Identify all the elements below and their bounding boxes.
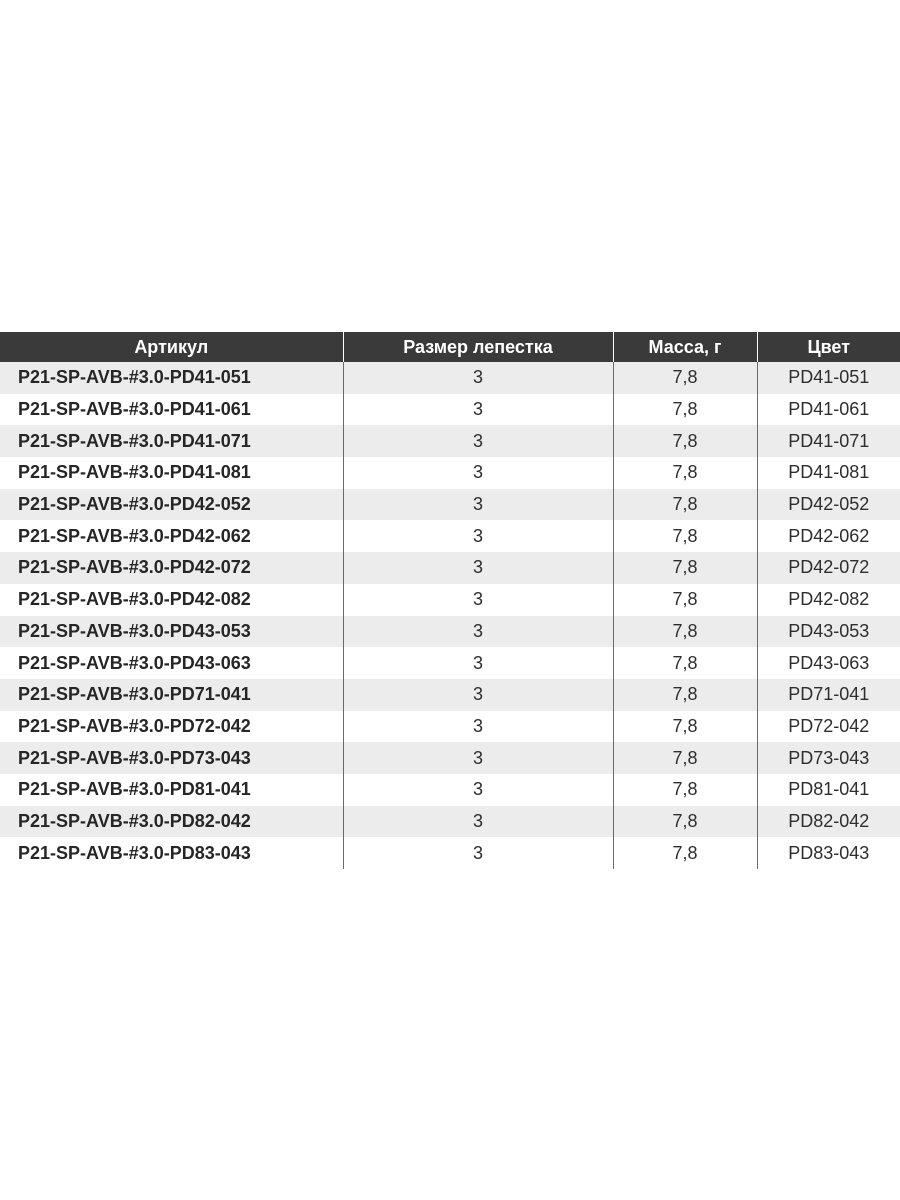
table-row	[0, 711, 900, 743]
cell-petal-size: 3	[343, 616, 613, 648]
header-row	[0, 332, 900, 362]
table-row	[0, 774, 900, 806]
table-row	[0, 457, 900, 489]
cell-petal-size: 3	[343, 679, 613, 711]
cell-article: P21-SP-AVB-#3.0-PD42-082	[0, 584, 343, 616]
cell-color: PD41-081	[757, 457, 900, 489]
cell-mass: 7,8	[613, 425, 757, 457]
cell-article: P21-SP-AVB-#3.0-PD81-041	[0, 774, 343, 806]
cell-mass: 7,8	[613, 774, 757, 806]
cell-article: P21-SP-AVB-#3.0-PD41-061	[0, 394, 343, 426]
cell-color: PD42-062	[757, 520, 900, 552]
cell-mass: 7,8	[613, 616, 757, 648]
cell-mass: 7,8	[613, 552, 757, 584]
table-header	[0, 332, 900, 362]
cell-petal-size: 3	[343, 774, 613, 806]
cell-color: PD71-041	[757, 679, 900, 711]
product-spec-table	[0, 332, 900, 869]
cell-petal-size: 3	[343, 647, 613, 679]
cell-color: PD43-063	[757, 647, 900, 679]
table-row	[0, 616, 900, 648]
cell-color: PD42-072	[757, 552, 900, 584]
cell-mass: 7,8	[613, 711, 757, 743]
header-color: Цвет	[757, 332, 900, 362]
cell-mass: 7,8	[613, 806, 757, 838]
table-row	[0, 742, 900, 774]
cell-mass: 7,8	[613, 679, 757, 711]
cell-petal-size: 3	[343, 394, 613, 426]
cell-article: P21-SP-AVB-#3.0-PD42-052	[0, 489, 343, 521]
cell-article: P21-SP-AVB-#3.0-PD83-043	[0, 837, 343, 869]
cell-petal-size: 3	[343, 552, 613, 584]
cell-petal-size: 3	[343, 711, 613, 743]
table-row	[0, 394, 900, 426]
cell-petal-size: 3	[343, 837, 613, 869]
cell-petal-size: 3	[343, 520, 613, 552]
cell-color: PD82-042	[757, 806, 900, 838]
table-row	[0, 489, 900, 521]
cell-mass: 7,8	[613, 362, 757, 394]
table-body	[0, 362, 900, 869]
table-row	[0, 520, 900, 552]
cell-article: P21-SP-AVB-#3.0-PD43-053	[0, 616, 343, 648]
cell-article: P21-SP-AVB-#3.0-PD41-051	[0, 362, 343, 394]
cell-color: PD83-043	[757, 837, 900, 869]
cell-color: PD81-041	[757, 774, 900, 806]
table-row	[0, 584, 900, 616]
cell-article: P21-SP-AVB-#3.0-PD72-042	[0, 711, 343, 743]
cell-color: PD42-052	[757, 489, 900, 521]
cell-mass: 7,8	[613, 837, 757, 869]
cell-mass: 7,8	[613, 394, 757, 426]
cell-mass: 7,8	[613, 457, 757, 489]
cell-color: PD73-043	[757, 742, 900, 774]
header-article: Артикул	[0, 332, 343, 362]
cell-color: PD42-082	[757, 584, 900, 616]
cell-petal-size: 3	[343, 489, 613, 521]
cell-color: PD41-071	[757, 425, 900, 457]
cell-petal-size: 3	[343, 425, 613, 457]
cell-article: P21-SP-AVB-#3.0-PD71-041	[0, 679, 343, 711]
cell-mass: 7,8	[613, 520, 757, 552]
cell-color: PD41-051	[757, 362, 900, 394]
cell-mass: 7,8	[613, 647, 757, 679]
table-row	[0, 806, 900, 838]
cell-article: P21-SP-AVB-#3.0-PD43-063	[0, 647, 343, 679]
cell-color: PD41-061	[757, 394, 900, 426]
cell-petal-size: 3	[343, 742, 613, 774]
cell-petal-size: 3	[343, 806, 613, 838]
table-row	[0, 679, 900, 711]
table-row	[0, 837, 900, 869]
cell-mass: 7,8	[613, 584, 757, 616]
cell-petal-size: 3	[343, 457, 613, 489]
cell-mass: 7,8	[613, 489, 757, 521]
cell-article: P21-SP-AVB-#3.0-PD42-062	[0, 520, 343, 552]
cell-article: P21-SP-AVB-#3.0-PD41-081	[0, 457, 343, 489]
table-row	[0, 552, 900, 584]
cell-color: PD43-053	[757, 616, 900, 648]
cell-article: P21-SP-AVB-#3.0-PD42-072	[0, 552, 343, 584]
table-row	[0, 647, 900, 679]
cell-article: P21-SP-AVB-#3.0-PD41-071	[0, 425, 343, 457]
cell-petal-size: 3	[343, 584, 613, 616]
cell-color: PD72-042	[757, 711, 900, 743]
table-row	[0, 362, 900, 394]
header-mass: Масса, г	[613, 332, 757, 362]
cell-article: P21-SP-AVB-#3.0-PD82-042	[0, 806, 343, 838]
cell-article: P21-SP-AVB-#3.0-PD73-043	[0, 742, 343, 774]
cell-petal-size: 3	[343, 362, 613, 394]
cell-mass: 7,8	[613, 742, 757, 774]
table-row	[0, 425, 900, 457]
header-petal-size: Размер лепестка	[343, 332, 613, 362]
